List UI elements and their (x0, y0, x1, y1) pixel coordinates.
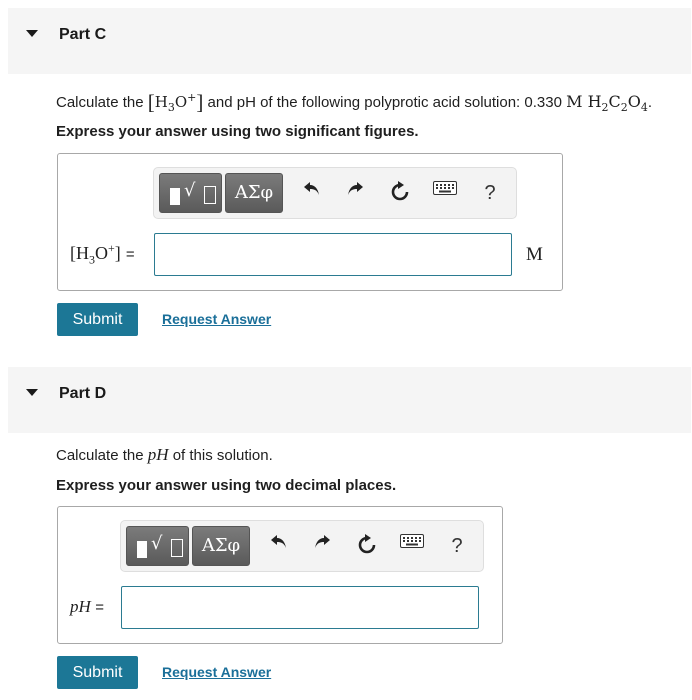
greek-letters-icon[interactable]: ΑΣφ (192, 526, 250, 566)
reset-icon[interactable] (387, 181, 413, 207)
hydronium-formula: $[H_3O^+]$ (147, 90, 204, 114)
question-suffix: of this solution. (172, 447, 273, 464)
templates-icon[interactable]: √ (126, 526, 189, 566)
undo-icon[interactable] (299, 181, 325, 207)
part-d-title: Part D (59, 385, 107, 402)
reset-icon[interactable] (354, 534, 380, 560)
molarity-unit: M (526, 244, 543, 265)
question-prefix: Calculate the (56, 447, 144, 464)
ph-variable: pH (147, 445, 169, 464)
part-c-submit-button[interactable]: Submit (57, 303, 138, 336)
part-c-title: Part C (59, 26, 107, 43)
undo-icon[interactable] (266, 534, 292, 560)
help-icon[interactable]: ? (451, 535, 463, 557)
hydronium-answer-input[interactable] (154, 233, 512, 276)
greek-letters-icon[interactable]: ΑΣφ (225, 173, 283, 213)
hydronium-answer-label: $[H_3O^+]$ = (70, 241, 135, 267)
keyboard-icon[interactable] (432, 181, 458, 207)
part-d-question (56, 445, 273, 465)
collapse-caret-icon[interactable] (26, 389, 38, 396)
math-toolbar (120, 520, 484, 572)
question-prefix: Calculate the (56, 94, 144, 111)
question-mid: and pH of the following polyprotic acid solution: 0.330 (207, 94, 562, 111)
redo-icon[interactable] (309, 534, 335, 560)
part-c-header[interactable] (8, 8, 691, 74)
keyboard-icon[interactable] (399, 534, 425, 560)
question-end: . (647, 94, 653, 111)
part-c-answer-box (57, 153, 563, 291)
part-d-request-answer-link[interactable]: Request Answer (162, 664, 272, 680)
collapse-caret-icon[interactable] (26, 30, 38, 37)
part-d-header[interactable] (8, 367, 691, 433)
part-d-submit-button[interactable]: Submit (57, 656, 138, 689)
part-c-request-answer-link[interactable]: Request Answer (162, 311, 272, 327)
help-icon[interactable]: ? (484, 182, 496, 204)
part-d-instruction: Express your answer using two decimal places. (56, 477, 397, 494)
math-toolbar (153, 167, 517, 219)
part-d-answer-box (57, 506, 503, 644)
part-c-instruction: Express your answer using two significant figures. (56, 123, 419, 140)
templates-icon[interactable]: √ (159, 173, 222, 213)
redo-icon[interactable] (342, 181, 368, 207)
acid-formula: M $H_2C_2O_4$ (566, 92, 648, 115)
part-c-question (56, 88, 652, 114)
ph-answer-label: pH = (70, 597, 104, 616)
ph-answer-input[interactable] (121, 586, 479, 629)
